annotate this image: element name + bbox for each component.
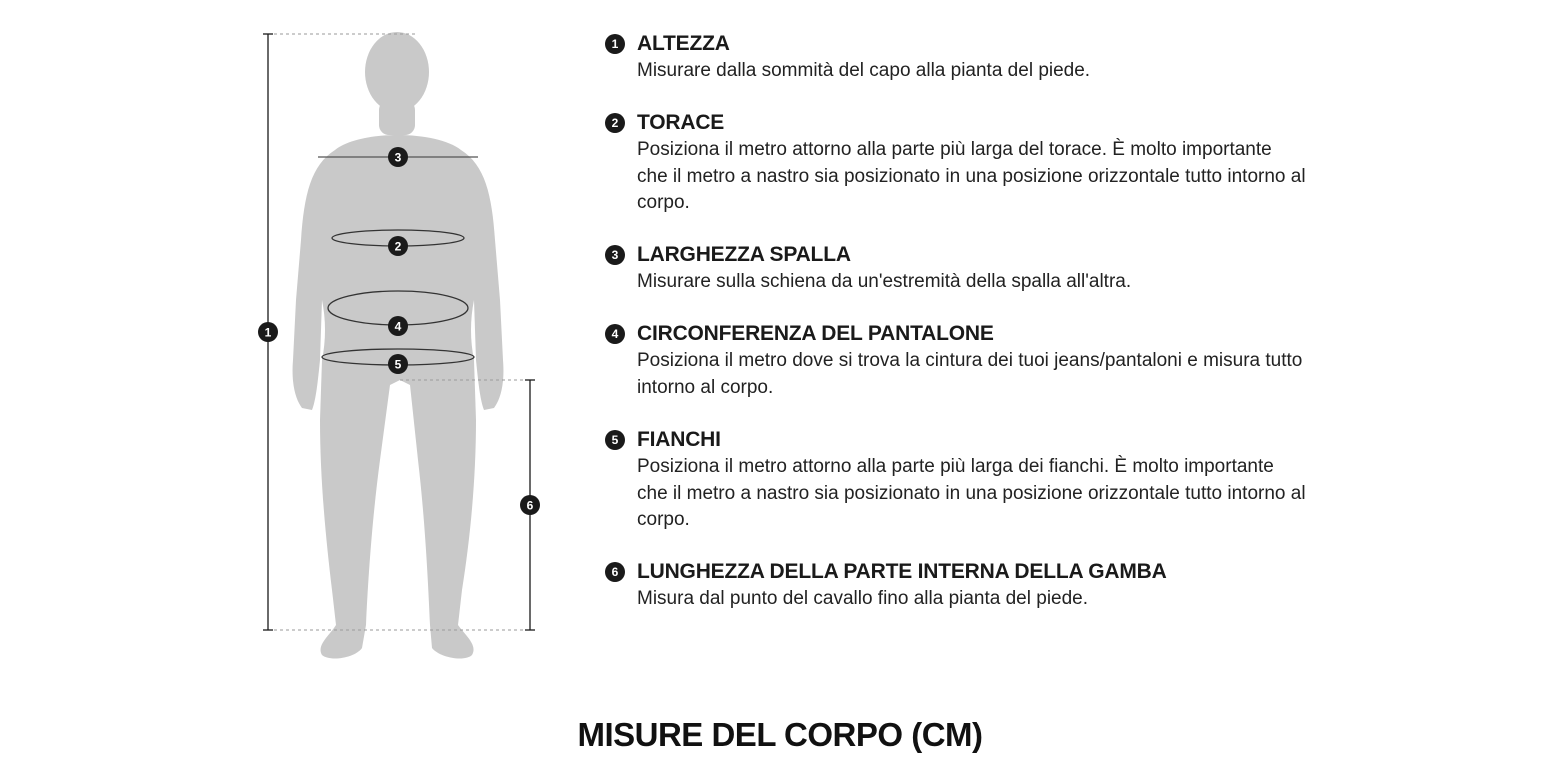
measurement-title: LUNGHEZZA DELLA PARTE INTERNA DELLA GAMBA xyxy=(637,560,1167,583)
badge-4 xyxy=(388,316,408,336)
svg-text:5: 5 xyxy=(394,357,402,372)
page-caption: MISURE DEL CORPO (CM) xyxy=(577,716,983,753)
measurement-title: CIRCONFERENZA DEL PANTALONE xyxy=(637,322,994,345)
measurement-description: Misurare sulla schiena da un'estremità della spalla all'altra. xyxy=(637,271,1132,292)
measurement-title: FIANCHI xyxy=(637,428,721,451)
number-badge: 6 xyxy=(605,562,625,582)
badge-6 xyxy=(520,495,540,515)
measurement-title: TORACE xyxy=(637,111,725,134)
measurement-description: Misura dal punto del cavallo fino alla pianta del piede. xyxy=(637,588,1089,609)
number-badge: 3 xyxy=(605,245,625,265)
measurement-description: Posiziona il metro attorno alla parte più larga del torace. È molto importante che il metro a nastro sia posizionato in una posizione orizzontale tutto intorno al corpo. xyxy=(637,139,1306,213)
svg-text:1: 1 xyxy=(264,325,272,340)
number-badge: 5 xyxy=(605,430,625,450)
body-measurement-figure xyxy=(0,0,620,700)
svg-text:3: 3 xyxy=(394,150,402,165)
measurement-description: Posiziona il metro dove si trova la cintura dei tuoi jeans/pantaloni e misura tutto intorno al corpo. xyxy=(637,350,1303,398)
badge-3 xyxy=(388,147,408,167)
measurement-title: ALTEZZA xyxy=(637,32,730,55)
number-badge: 2 xyxy=(605,113,625,133)
number-badge: 1 xyxy=(605,34,625,54)
measurement-description: Posiziona il metro attorno alla parte più larga dei fianchi. È molto importante che il metro a nastro sia posizionato in una posizione orizzontale tutto intorno al corpo. xyxy=(637,456,1306,530)
badge-5 xyxy=(388,354,408,374)
svg-text:6: 6 xyxy=(526,498,534,513)
measurement-title: LARGHEZZA SPALLA xyxy=(637,243,851,266)
body-silhouette xyxy=(293,32,504,659)
badge-1 xyxy=(258,322,278,342)
measurement-description: Misurare dalla sommità del capo alla pianta del piede. xyxy=(637,60,1091,81)
svg-text:4: 4 xyxy=(394,319,402,334)
badge-2 xyxy=(388,236,408,256)
number-badge: 4 xyxy=(605,324,625,344)
svg-text:2: 2 xyxy=(394,239,402,254)
